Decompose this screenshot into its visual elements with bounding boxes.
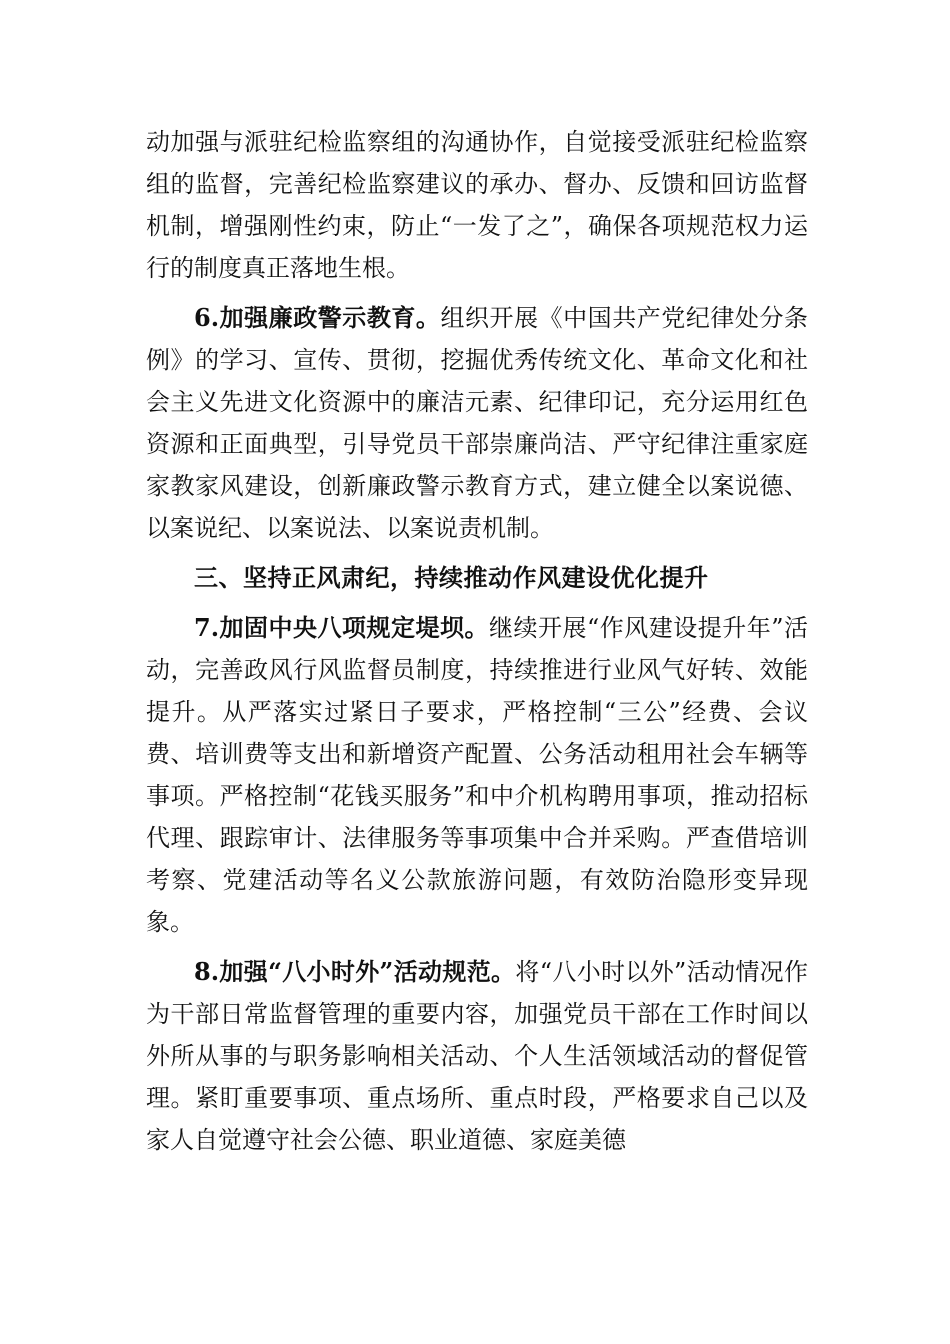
paragraph-item-6 [146, 297, 808, 549]
paragraph-text: 动加强与派驻纪检监察组的沟通协作，自觉接受派驻纪检监察组的监督，完善纪检监察建议的承办、督办、反馈和回访监督机制，增强刚性约束，防止“一发了之”，确保各项规范权力运行的制度真正落地生根。 [146, 128, 808, 282]
item-6-body: 组织开展《中国共产党纪律处分条例》的学习、宣传、贯彻，挖掘优秀传统文化、革命文化和社会主义先进文化资源中的廉洁元素、纪律印记，充分运用红色资源和正面典型，引导党员干部崇廉尚洁、严守纪律注重家庭家教家风建设，创新廉政警示教育方式，建立健全以案说德、以案说纪、以案说法、以案说责机制。 [146, 304, 808, 542]
paragraph-item-8 [146, 951, 808, 1161]
paragraph-continuation [146, 121, 808, 289]
item-7-body: 继续开展“作风建设提升年”活动，完善政风行风监督员制度，持续推进行业风气好转、效能提升。从严落实过紧日子要求，严格控制“三公”经费、会议费、培训费等支出和新增资产配置、公务活动租用社会车辆等事项。严格控制“花钱买服务”和中介机构聘用事项，推动招标代理、跟踪审计、法律服务等事项集中合并采购。严查借培训考察、党建活动等名义公款旅游问题，有效防治隐形变异现象。 [146, 614, 808, 936]
document-page [146, 121, 808, 1169]
item-8-heading: 8.加强“八小时外”活动规范。 [194, 957, 516, 986]
item-8-body: 将“八小时以外”活动情况作为干部日常监督管理的重要内容，加强党员干部在工作时间以外所从事的与职务影响相关活动、个人生活领域活动的督促管理。紧盯重要事项、重点场所、重点时段，严格要求自己以及家人自觉遵守社会公德、职业道德、家庭美德 [146, 958, 808, 1154]
item-6-heading: 6.加强廉政警示教育。 [194, 303, 441, 332]
item-7-heading: 7.加固中央八项规定堤坝。 [194, 613, 490, 642]
paragraph-item-7 [146, 607, 808, 943]
section-3-heading: 三、坚持正风肃纪，持续推动作风建设优化提升 [194, 564, 709, 592]
